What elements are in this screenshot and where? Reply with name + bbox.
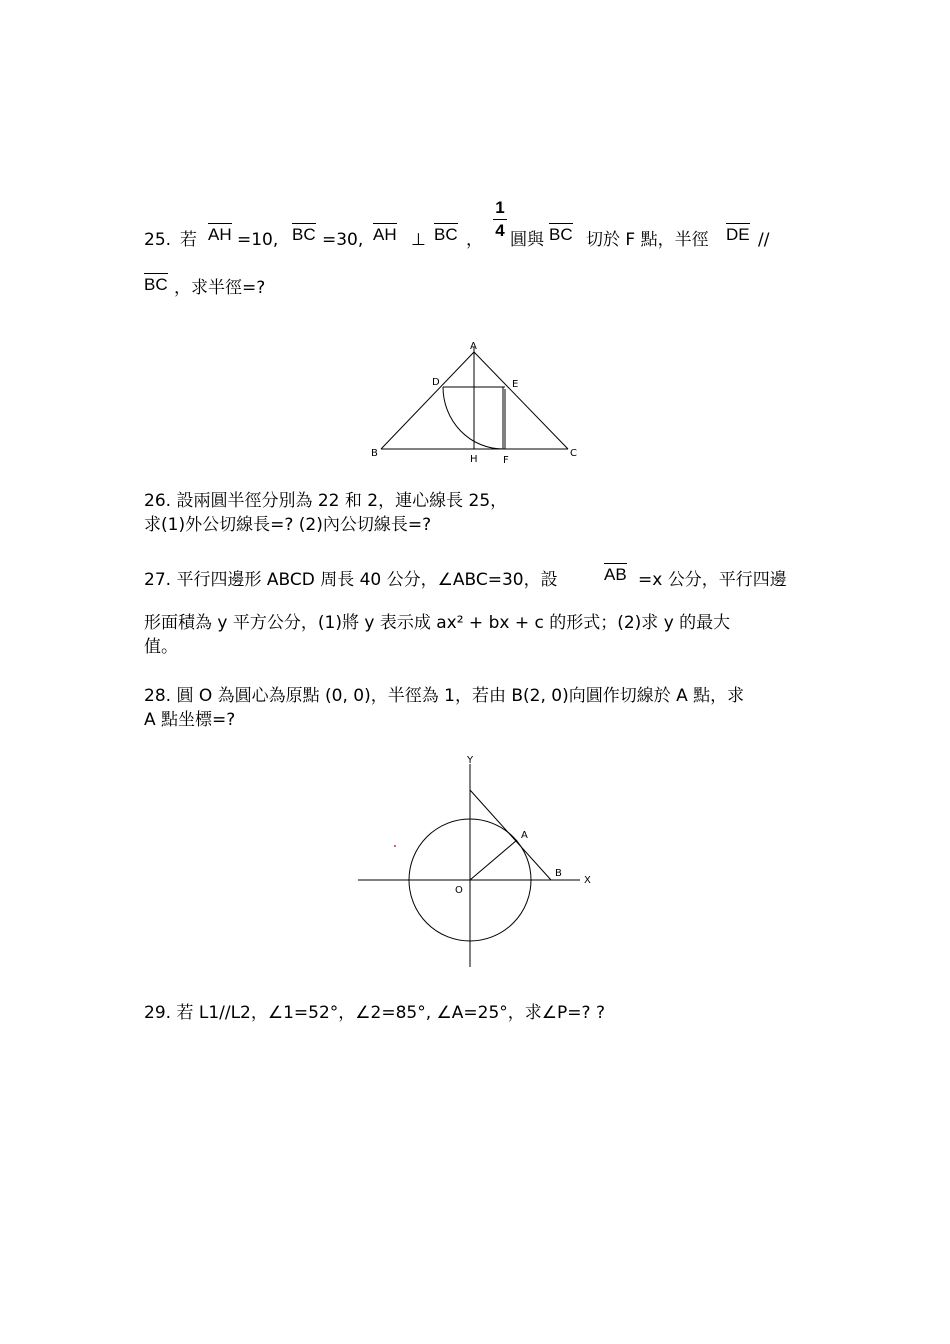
q25-segment-ah-2: AH <box>373 225 397 244</box>
q25-segment-bc-2: BC <box>434 225 458 244</box>
q28-circle-figure <box>355 752 595 970</box>
q25-fraction-numerator: 1 <box>495 198 505 217</box>
tangent-line <box>470 790 551 880</box>
q25-perp: ⊥ <box>411 230 426 250</box>
q25-segment-bc-3: BC <box>549 225 573 244</box>
q25-parallel: // <box>758 230 770 250</box>
radius-oa <box>470 840 517 880</box>
q28-line-2: A 點坐標=? <box>144 710 236 730</box>
stray-dot <box>394 845 396 847</box>
q25-eq30: =30, <box>322 230 364 250</box>
q25-segment-bc-4: BC <box>144 275 168 294</box>
q26-line-1: 26. 設兩圓半徑分別為 22 和 2，連心線長 25， <box>144 491 508 511</box>
label-e: E <box>512 379 519 390</box>
label-a: A <box>521 830 528 841</box>
q25-comma: ， <box>466 230 483 250</box>
q27-line-1-pre: 27. 平行四邊形 ABCD 周長 40 公分，∠ABC=30，設 <box>144 570 558 590</box>
q25-segment-bc: BC <box>292 225 316 244</box>
label-x: X <box>584 875 591 886</box>
label-c: C <box>570 448 577 459</box>
label-h: H <box>470 454 478 465</box>
q27-segment-ab: AB <box>604 565 627 584</box>
label-a: A <box>470 341 477 352</box>
q25-eq10: =10, <box>237 230 279 250</box>
q27-line-3: 值。 <box>144 637 178 657</box>
q25-ruo: 若 <box>180 230 197 250</box>
quarter-circle-arc <box>443 387 503 449</box>
side-ac <box>474 352 568 449</box>
side-ab <box>381 352 474 449</box>
q25-fraction-one-quarter <box>493 198 507 241</box>
label-o: O <box>455 885 463 896</box>
label-b: B <box>371 448 378 459</box>
label-f: F <box>503 455 509 466</box>
q25-number: 25. <box>144 230 172 250</box>
label-b: B <box>555 868 562 879</box>
q26-line-2: 求(1)外公切線長=? (2)內公切線長=? <box>144 515 432 535</box>
q29-line-1: 29. 若 L1//L2，∠1=52°，∠2=85°, ∠A=25°，求∠P=? ? <box>144 1003 605 1023</box>
q25-question: ，求半徑=? <box>174 278 266 298</box>
q25-circle-with: 圓與 <box>510 230 544 250</box>
q27-line-1-post: =x 公分，平行四邊 <box>638 570 787 590</box>
fraction-bar <box>493 219 507 220</box>
q25-tangent-text: 切於 F 點，半徑 <box>586 230 709 250</box>
q25-fraction-denominator: 4 <box>495 221 505 240</box>
q25-segment-de: DE <box>726 225 750 244</box>
q25-triangle-figure <box>360 335 590 470</box>
label-y: Y <box>467 755 474 766</box>
q27-line-2: 形面積為 y 平方公分，(1)將 y 表示成 ax² + bx + c 的形式；(2)求 y 的最大 <box>144 613 731 633</box>
q28-line-1: 28. 圓 O 為圓心為原點 (0, 0)，半徑為 1，若由 B(2, 0)向圓作切線於 A 點，求 <box>144 686 745 706</box>
q25-segment-ah: AH <box>208 225 232 244</box>
label-d: D <box>432 377 440 388</box>
